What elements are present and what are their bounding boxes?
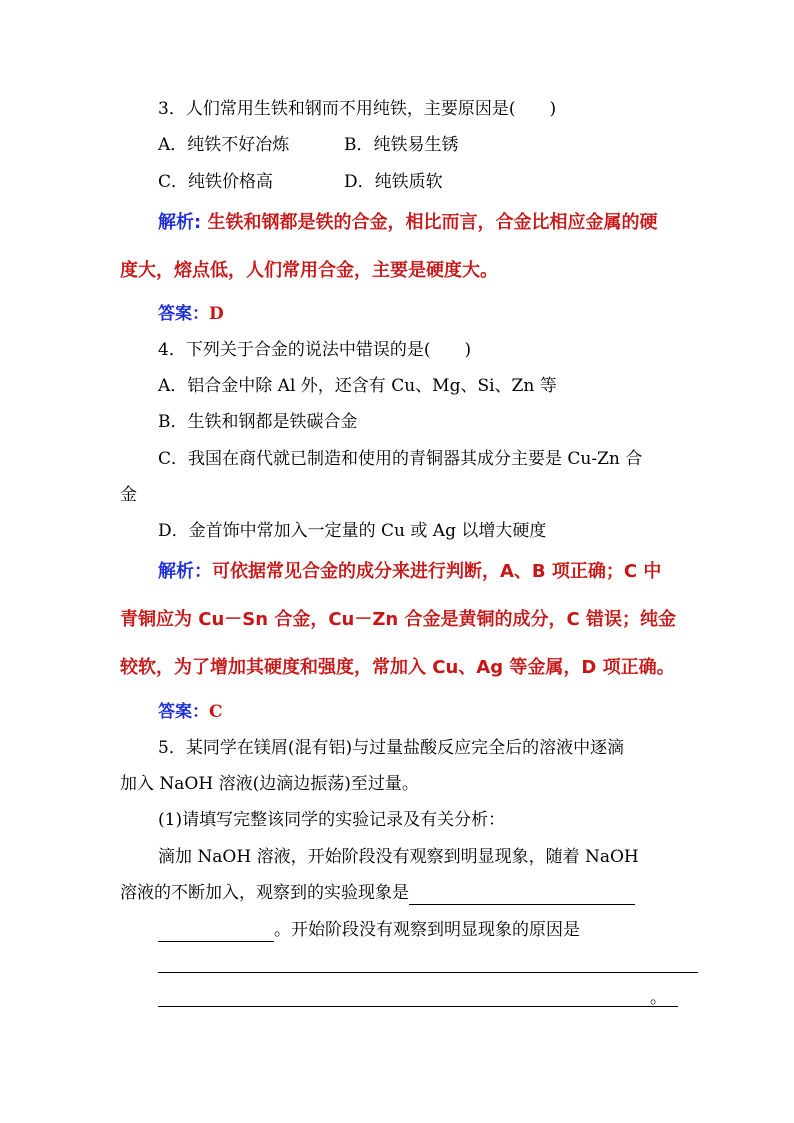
answer-blank-1[interactable] <box>409 886 635 905</box>
q3-answer-value: D <box>209 304 224 324</box>
q5-part1: (1)请填写完整该同学的实验记录及有关分析： <box>158 810 506 830</box>
q5-text-line2-label: 溶液的不断加入，观察到的实验现象是 <box>120 883 409 903</box>
q4-analysis-label: 解析： <box>158 561 212 582</box>
q5-text-line1: 滴加 NaOH 溶液，开始阶段没有观察到明显现象，随着 NaOH <box>158 847 639 867</box>
q3-answer <box>158 302 224 326</box>
q4-answer-value: C <box>209 702 223 722</box>
answer-blank-4[interactable] <box>158 1006 678 1007</box>
q3-analysis-label: 解析: <box>158 212 202 233</box>
q3-option-c: C．纯铁价格高 <box>158 172 274 192</box>
q5-text-line3 <box>158 918 580 942</box>
q3-option-a: A．纯铁不好冶炼 <box>158 135 290 155</box>
q4-option-a: A．铝合金中除 Al 外，还含有 Cu、Mg、Si、Zn 等 <box>158 376 557 396</box>
q4-option-c-line2: 金 <box>120 485 137 505</box>
q4-option-d: D．金首饰中常加入一定量的 Cu 或 Ag 以增大硬度 <box>158 521 547 541</box>
q4-analysis-line1 <box>158 560 661 584</box>
q4-option-c-line1: C．我国在商代就已制造和使用的青铜器其成分主要是 Cu-Zn 合 <box>158 449 643 469</box>
q5-stem-line2: 加入 NaOH 溶液(边滴边振荡)至过量。 <box>120 774 419 794</box>
q5-text-line3-label: 。开始阶段没有观察到明显现象的原因是 <box>274 920 580 940</box>
q4-answer <box>158 700 223 724</box>
q3-option-d: D．纯铁质软 <box>344 172 443 192</box>
q5-stem-line1: 5．某同学在镁屑(混有铝)与过量盐酸反应完全后的溶液中逐滴 <box>158 738 625 758</box>
q4-stem: 4．下列关于合金的说法中错误的是( ) <box>158 340 472 360</box>
answer-blank-3[interactable] <box>158 972 698 973</box>
q3-analysis-text1: 生铁和钢都是铁的合金，相比而言，合金比相应金属的硬 <box>207 212 658 233</box>
q3-option-b: B．纯铁易生锈 <box>344 135 459 155</box>
q4-analysis-line2: 青铜应为 Cu－Sn 合金，Cu－Zn 合金是黄铜的成分，C 错误；纯金 <box>120 609 676 630</box>
q3-analysis-line1 <box>158 211 657 235</box>
q4-analysis-line3: 较软，为了增加其硬度和强度，常加入 Cu、Ag 等金属，D 项正确。 <box>120 657 675 678</box>
q3-stem: 3．人们常用生铁和钢而不用纯铁，主要原因是( ) <box>158 99 557 119</box>
q4-analysis-text1: 可依据常见合金的成分来进行判断，A、B 项正确；C 中 <box>212 561 662 582</box>
q3-analysis-line2: 度大，熔点低，人们常用合金，主要是硬度大。 <box>120 260 498 281</box>
q5-end-mark: 。 <box>650 988 667 1008</box>
q3-answer-label: 答案： <box>158 304 209 324</box>
answer-blank-2[interactable] <box>158 923 274 942</box>
q5-text-line2 <box>120 881 635 905</box>
q4-answer-label: 答案： <box>158 702 209 722</box>
q4-option-b: B．生铁和钢都是铁碳合金 <box>158 412 358 432</box>
